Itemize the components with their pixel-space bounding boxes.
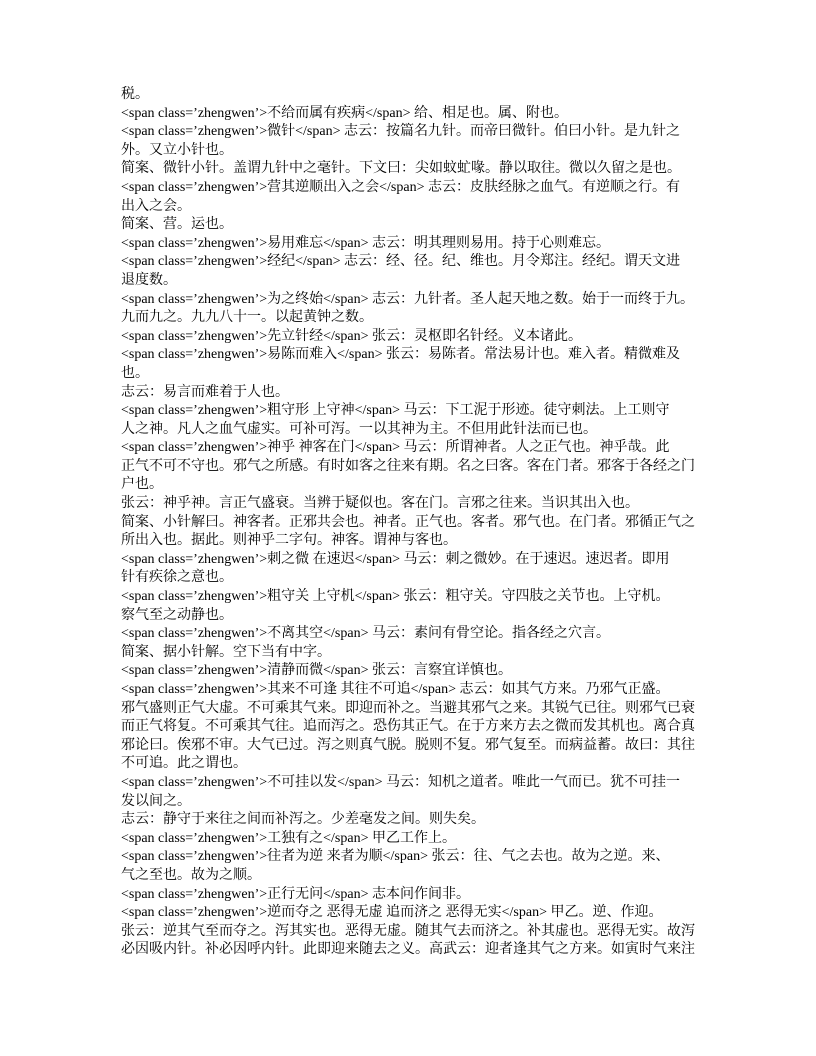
text-line: <span class=’zhengwen’>正行无问</span> 志本问作间非。	[121, 886, 470, 902]
text-line: <span class=’zhengwen’>不离其空</span> 马云：素问有骨空论。指各经之穴言。	[121, 626, 610, 642]
text-line: 察气至之动静也。	[121, 607, 233, 623]
text-line: <span class=’zhengwen’>不给而属有疾病</span> 给、相足也。属、附也。	[121, 105, 568, 121]
text-line: 必因吸内针。补必因呼内针。此即迎来随去之义。高武云：迎者逢其气之方来。如寅时气来注	[121, 942, 695, 958]
text-line: <span class=’zhengwen’>逆而夺之 恶得无虚 追而济之 恶得无实</span> 甲乙。逆、作迎。	[121, 905, 663, 921]
text-line: <span class=’zhengwen’>不可挂以发</span> 马云：知机之道者。唯此一气而已。犹不可挂一	[121, 774, 680, 790]
text-line: <span class=’zhengwen’>清静而微</span> 张云：言察宜详慎也。	[121, 663, 512, 679]
text-line: <span class=’zhengwen’>刺之微 在速迟</span> 马云：刺之微妙。在于速迟。速迟者。即用	[121, 551, 670, 567]
text-line: 志云：易言而难着于人也。	[121, 384, 289, 400]
text-line: 人之神。凡人之血气虚实。可补可泻。一以其神为主。不但用此针法而已也。	[121, 421, 597, 437]
text-line: <span class=’zhengwen’>营其逆顺出入之会</span> 志云：皮肤经脉之血气。有逆顺之行。有	[121, 179, 680, 195]
text-line: <span class=’zhengwen’>粗守形 上守神</span> 马云：下工泥于形迹。徒守刺法。上工则守	[121, 403, 670, 419]
text-line: <span class=’zhengwen’>其来不可逢 其往不可追</span> 志云：如其气方来。乃邪气正盛。	[121, 682, 670, 697]
text-line: 出入之会。	[121, 198, 191, 214]
text-line: 所出入也。据此。则神乎二字句。神客。谓神与客也。	[121, 533, 457, 549]
text-line: 而正气将复。不可乘其气往。追而泻之。恐伤其正气。在于方来方去之微而发其机也。离合真	[121, 719, 695, 735]
text-line: 不可追。此之谓也。	[121, 756, 247, 772]
text-line: 发以间之。	[121, 793, 191, 809]
text-line: <span class=’zhengwen’>易用难忘</span> 志云：明其理则易用。持于心则难忘。	[121, 235, 610, 251]
text-line: 也。	[121, 365, 149, 381]
text-line: 志云：静守于来往之间而补泻之。少差毫发之间。则失矣。	[121, 812, 485, 828]
text-line: 户也。	[121, 477, 163, 493]
text-line: 气之至也。故为之顺。	[121, 867, 261, 883]
text-line: 退度数。	[121, 272, 177, 288]
text-line: <span class=’zhengwen’>经纪</span> 志云：经、径。纪、维也。月令郑注。经纪。谓天文进	[121, 254, 680, 270]
text-line: 张云：逆其气至而夺之。泻其实也。恶得无虚。随其气去而济之。补其虚也。恶得无实。故泻	[121, 923, 695, 939]
text-line: 九而九之。九九八十一。以起黄钟之数。	[121, 310, 373, 326]
text-line: 邪论曰。俟邪不审。大气已过。泻之则真气脱。脱则不复。邪气复至。而病益蓄。故曰：其往	[121, 737, 695, 753]
text-block	[121, 86, 711, 960]
text-line: <span class=’zhengwen’>微针</span> 志云：按篇名九针。而帝曰微针。伯曰小针。是九针之	[121, 124, 680, 140]
text-line: 针有疾徐之意也。	[121, 570, 233, 586]
text-line: <span class=’zhengwen’>工独有之</span> 甲乙工作上。	[121, 830, 456, 846]
text-line: <span class=’zhengwen’>往者为逆 来者为顺</span> 张云：往、气之去也。故为之逆。来、	[121, 849, 670, 865]
text-line: <span class=’zhengwen’>易陈而难入</span> 张云：易陈者。常法易计也。难入者。精微难及	[121, 347, 680, 363]
text-line: <span class=’zhengwen’>粗守关 上守机</span> 张云：粗守关。守四肢之关节也。上守机。	[121, 589, 670, 605]
text-line: 邪气盛则正气大虚。不可乘其气来。即迎而补之。当避其邪气之来。其锐气已往。则邪气已衰	[121, 700, 695, 716]
text-line: 正气不可不守也。邪气之所感。有时如客之往来有期。名之曰客。客在门者。邪客于各经之门	[121, 458, 695, 474]
text-line: <span class=’zhengwen’>神乎 神客在门</span> 马云：所谓神者。人之正气也。神乎哉。此	[121, 440, 670, 456]
text-line: 简案、营。运也。	[121, 217, 233, 233]
text-line: <span class=’zhengwen’>为之终始</span> 志云：九针者。圣人起天地之数。始于一而终于九。	[121, 291, 694, 307]
text-line: 张云：神乎神。言正气盛衰。当辨于疑似也。客在门。言邪之往来。当识其出入也。	[121, 496, 639, 512]
text-line: 简案、小针解曰。神客者。正邪共会也。神者。正气也。客者。邪气也。在门者。邪循正气之	[121, 514, 695, 530]
text-line: <span class=’zhengwen’>先立针经</span> 张云：灵枢即名针经。义本诸此。	[121, 328, 582, 344]
text-line: 简案、微针小针。盖谓九针中之毫针。下文曰：尖如蚊虻喙。静以取往。微以久留之是也。	[121, 161, 681, 177]
text-line: 简案、据小针解。空下当有中字。	[121, 644, 331, 660]
text-line: 税。	[121, 87, 149, 102]
text-line: 外。又立小针也。	[121, 142, 233, 158]
